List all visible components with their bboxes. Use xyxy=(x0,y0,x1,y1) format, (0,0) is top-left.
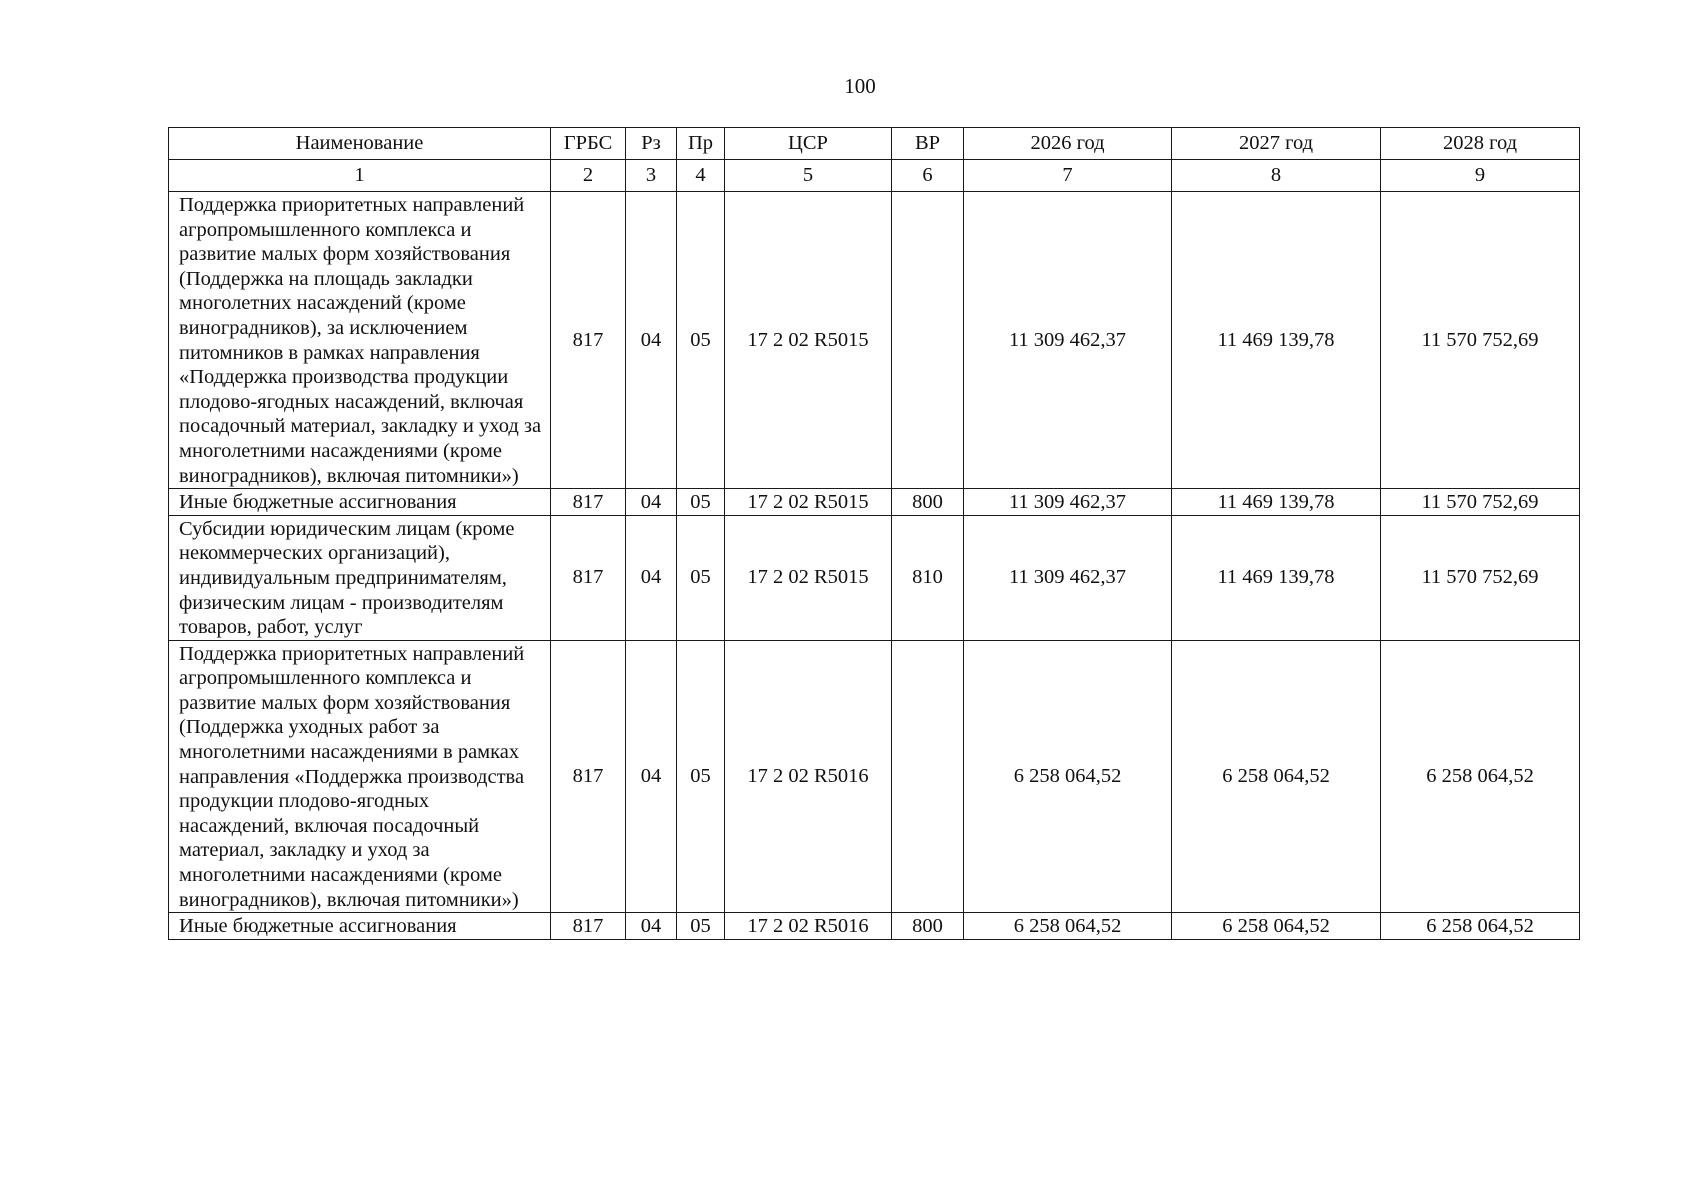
header-vr: ВР xyxy=(892,128,964,160)
budget-table xyxy=(168,127,1580,940)
row-2026: 6 258 064,52 xyxy=(964,913,1172,940)
row-rz: 04 xyxy=(626,192,677,489)
column-number: 1 xyxy=(169,160,551,192)
table-row xyxy=(169,913,1580,940)
row-2026: 11 309 462,37 xyxy=(964,192,1172,489)
column-number-row xyxy=(169,160,1580,192)
table-row xyxy=(169,515,1580,640)
row-2027: 11 469 139,78 xyxy=(1172,489,1381,516)
header-2027: 2027 год xyxy=(1172,128,1381,160)
header-pr: Пр xyxy=(677,128,725,160)
table-row xyxy=(169,192,1580,489)
row-2026: 11 309 462,37 xyxy=(964,489,1172,516)
column-number: 9 xyxy=(1381,160,1580,192)
row-2028: 6 258 064,52 xyxy=(1381,913,1580,940)
row-name: Иные бюджетные ассигнования xyxy=(169,913,551,940)
header-rz: Рз xyxy=(626,128,677,160)
row-grbs: 817 xyxy=(551,489,626,516)
row-rz: 04 xyxy=(626,489,677,516)
row-csr: 17 2 02 R5016 xyxy=(725,913,892,940)
header-csr: ЦСР xyxy=(725,128,892,160)
row-2026: 6 258 064,52 xyxy=(964,640,1172,913)
row-rz: 04 xyxy=(626,515,677,640)
row-name: Поддержка приоритетных направлений агропромышленного комплекса и развитие малых форм хозяйствования (Поддержка уходных работ за многолетними насаждениями в рамках направления «Поддержка производства продукции плодово-ягодных насаждений, включая посадочный материал, закладку и уход за многолетними насаждениями (кроме виноградников), включая питомники») xyxy=(169,640,551,913)
row-2028: 11 570 752,69 xyxy=(1381,192,1580,489)
row-2027: 11 469 139,78 xyxy=(1172,515,1381,640)
row-name: Субсидии юридическим лицам (кроме некоммерческих организаций), индивидуальным предпринимателям, физическим лицам - производителям товаров, работ, услуг xyxy=(169,515,551,640)
row-name: Поддержка приоритетных направлений агропромышленного комплекса и развитие малых форм хозяйствования (Поддержка на площадь закладки многолетних насаждений (кроме виноградников), за исключением питомников в рамках направления «Поддержка производства продукции плодово-ягодных насаждений, включая посадочный материал, закладку и уход за многолетними насаждениями (кроме виноградников), включая питомники») xyxy=(169,192,551,489)
row-vr: 800 xyxy=(892,489,964,516)
row-rz: 04 xyxy=(626,913,677,940)
column-number: 3 xyxy=(626,160,677,192)
row-2028: 11 570 752,69 xyxy=(1381,489,1580,516)
row-rz: 04 xyxy=(626,640,677,913)
header-grbs: ГРБС xyxy=(551,128,626,160)
row-grbs: 817 xyxy=(551,913,626,940)
row-2026: 11 309 462,37 xyxy=(964,515,1172,640)
row-pr: 05 xyxy=(677,489,725,516)
column-number: 7 xyxy=(964,160,1172,192)
row-csr: 17 2 02 R5015 xyxy=(725,515,892,640)
row-vr xyxy=(892,192,964,489)
table-row xyxy=(169,640,1580,913)
row-pr: 05 xyxy=(677,913,725,940)
row-name: Иные бюджетные ассигнования xyxy=(169,489,551,516)
header-2028: 2028 год xyxy=(1381,128,1580,160)
row-csr: 17 2 02 R5016 xyxy=(725,640,892,913)
row-2027: 6 258 064,52 xyxy=(1172,640,1381,913)
column-number: 6 xyxy=(892,160,964,192)
row-pr: 05 xyxy=(677,640,725,913)
row-vr: 800 xyxy=(892,913,964,940)
header-name: Наименование xyxy=(169,128,551,160)
header-row xyxy=(169,128,1580,160)
row-csr: 17 2 02 R5015 xyxy=(725,489,892,516)
row-grbs: 817 xyxy=(551,640,626,913)
row-2027: 6 258 064,52 xyxy=(1172,913,1381,940)
row-pr: 05 xyxy=(677,192,725,489)
row-pr: 05 xyxy=(677,515,725,640)
column-number: 5 xyxy=(725,160,892,192)
page-number: 100 xyxy=(844,74,876,98)
row-grbs: 817 xyxy=(551,192,626,489)
column-number: 4 xyxy=(677,160,725,192)
column-number: 2 xyxy=(551,160,626,192)
header-2026: 2026 год xyxy=(964,128,1172,160)
row-vr xyxy=(892,640,964,913)
row-2028: 11 570 752,69 xyxy=(1381,515,1580,640)
row-csr: 17 2 02 R5015 xyxy=(725,192,892,489)
row-grbs: 817 xyxy=(551,515,626,640)
table-row xyxy=(169,489,1580,516)
row-2028: 6 258 064,52 xyxy=(1381,640,1580,913)
row-2027: 11 469 139,78 xyxy=(1172,192,1381,489)
column-number: 8 xyxy=(1172,160,1381,192)
row-vr: 810 xyxy=(892,515,964,640)
